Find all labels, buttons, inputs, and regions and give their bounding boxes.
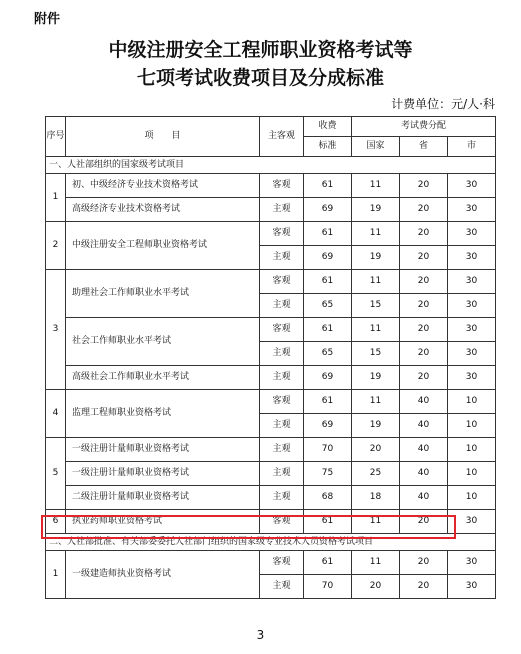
header-row: [46, 117, 496, 137]
table-row: [46, 318, 496, 342]
fee-cell: 69: [304, 198, 352, 222]
item-name-cell: 二级注册计量师职业资格考试: [66, 486, 260, 510]
fee-cell: 61: [304, 270, 352, 294]
seq-header: 序号: [46, 117, 66, 157]
national-header: 国家: [352, 137, 400, 157]
type-cell: 客观: [260, 390, 304, 414]
national-cell: 11: [352, 390, 400, 414]
table-row: [46, 198, 496, 222]
fee-cell: 70: [304, 575, 352, 599]
billing-unit: 计费单位：元/人·科: [391, 97, 495, 111]
city-cell: 30: [448, 270, 496, 294]
section-title: 一、人社部组织的国家级考试项目: [46, 157, 496, 174]
fee-cell: 65: [304, 294, 352, 318]
fee-cell: 68: [304, 486, 352, 510]
national-cell: 20: [352, 575, 400, 599]
table-row: [46, 486, 496, 510]
highlight-box: [41, 515, 456, 539]
seq-cell: 4: [46, 390, 66, 438]
province-cell: 20: [400, 342, 448, 366]
national-cell: 25: [352, 462, 400, 486]
table-row: [46, 174, 496, 198]
province-cell: 20: [400, 198, 448, 222]
national-cell: 11: [352, 551, 400, 575]
table-row: [46, 462, 496, 486]
table-row: [46, 366, 496, 390]
type-cell: 客观: [260, 551, 304, 575]
province-cell: 40: [400, 414, 448, 438]
item-name-cell: 一级注册计量师职业资格考试: [66, 462, 260, 486]
table-row: [46, 270, 496, 294]
national-cell: 15: [352, 294, 400, 318]
province-cell: 20: [400, 174, 448, 198]
document-title-line1: 中级注册安全工程师职业资格考试等: [108, 39, 413, 61]
province-cell: 40: [400, 438, 448, 462]
fee-cell: 69: [304, 366, 352, 390]
item-header: 项 目: [66, 117, 260, 157]
type-cell: 主观: [260, 462, 304, 486]
allocation-header: 考试费分配: [352, 117, 496, 137]
fee-cell: 65: [304, 342, 352, 366]
seq-cell: 1: [46, 551, 66, 599]
national-cell: 19: [352, 198, 400, 222]
national-cell: 19: [352, 366, 400, 390]
province-header: 省: [400, 137, 448, 157]
national-cell: 11: [352, 174, 400, 198]
national-cell: 20: [352, 438, 400, 462]
seq-cell: 2: [46, 222, 66, 270]
type-cell: 主观: [260, 366, 304, 390]
seq-cell: 5: [46, 438, 66, 510]
city-cell: 30: [448, 366, 496, 390]
province-cell: 20: [400, 366, 448, 390]
type-cell: 主观: [260, 246, 304, 270]
item-name-cell: 执业药师职业资格考试: [66, 510, 260, 534]
city-cell: 30: [448, 174, 496, 198]
standard-header: 标准: [304, 137, 352, 157]
province-cell: 20: [400, 510, 448, 534]
section-row: [46, 157, 496, 174]
item-name-cell: 助理社会工作师职业水平考试: [66, 270, 260, 318]
fee-cell: 61: [304, 318, 352, 342]
type-header: 主客观: [260, 117, 304, 157]
city-cell: 10: [448, 390, 496, 414]
city-cell: 10: [448, 414, 496, 438]
city-cell: 30: [448, 198, 496, 222]
fee-cell: 61: [304, 174, 352, 198]
national-cell: 18: [352, 486, 400, 510]
type-cell: 主观: [260, 198, 304, 222]
city-cell: 10: [448, 438, 496, 462]
table-row: [46, 438, 496, 462]
type-cell: 主观: [260, 342, 304, 366]
national-cell: 19: [352, 414, 400, 438]
item-name-cell: 一级建造师执业资格考试: [66, 551, 260, 599]
item-name-cell: 社会工作师职业水平考试: [66, 318, 260, 366]
type-cell: 客观: [260, 222, 304, 246]
type-cell: 主观: [260, 294, 304, 318]
fee-header: 收费: [304, 117, 352, 137]
type-cell: 主观: [260, 486, 304, 510]
item-name-cell: 监理工程师职业资格考试: [66, 390, 260, 438]
fee-cell: 61: [304, 222, 352, 246]
page-number: 3: [256, 628, 265, 642]
province-cell: 20: [400, 222, 448, 246]
fee-cell: 61: [304, 510, 352, 534]
type-cell: 主观: [260, 414, 304, 438]
province-cell: 40: [400, 390, 448, 414]
city-cell: 30: [448, 575, 496, 599]
fee-cell: 70: [304, 438, 352, 462]
city-cell: 10: [448, 486, 496, 510]
city-cell: 30: [448, 510, 496, 534]
fee-cell: 75: [304, 462, 352, 486]
section-title: 二、人社部批准、有关部委委托人社部门组织的国家级专业技术人员资格考试项目: [46, 534, 496, 551]
fee-cell: 69: [304, 414, 352, 438]
province-cell: 40: [400, 486, 448, 510]
seq-cell: 3: [46, 270, 66, 390]
province-cell: 20: [400, 294, 448, 318]
document-title-line2: 七项考试收费项目及分成标准: [136, 67, 384, 89]
city-cell: 10: [448, 462, 496, 486]
province-cell: 40: [400, 462, 448, 486]
type-cell: 客观: [260, 510, 304, 534]
item-name-cell: 高级社会工作师职业水平考试: [66, 366, 260, 390]
city-cell: 30: [448, 342, 496, 366]
city-cell: 30: [448, 318, 496, 342]
city-cell: 30: [448, 222, 496, 246]
province-cell: 20: [400, 246, 448, 270]
item-name-cell: 初、中级经济专业技术资格考试: [66, 174, 260, 198]
national-cell: 11: [352, 222, 400, 246]
fee-cell: 61: [304, 551, 352, 575]
fee-cell: 61: [304, 390, 352, 414]
seq-cell: 6: [46, 510, 66, 534]
item-name-cell: 中级注册安全工程师职业资格考试: [66, 222, 260, 270]
national-cell: 19: [352, 246, 400, 270]
national-cell: 11: [352, 270, 400, 294]
province-cell: 20: [400, 318, 448, 342]
table-row: [46, 390, 496, 414]
fee-cell: 69: [304, 246, 352, 270]
type-cell: 主观: [260, 575, 304, 599]
type-cell: 客观: [260, 270, 304, 294]
attachment-label: 附件: [34, 12, 61, 27]
type-cell: 主观: [260, 438, 304, 462]
city-cell: 30: [448, 551, 496, 575]
province-cell: 20: [400, 575, 448, 599]
item-name-cell: 高级经济专业技术资格考试: [66, 198, 260, 222]
national-cell: 11: [352, 318, 400, 342]
city-header: 市: [448, 137, 496, 157]
table-row: [46, 222, 496, 246]
type-cell: 客观: [260, 174, 304, 198]
national-cell: 11: [352, 510, 400, 534]
item-name-cell: 一级注册计量师职业资格考试: [66, 438, 260, 462]
seq-cell: 1: [46, 174, 66, 222]
table-row: [46, 551, 496, 575]
city-cell: 30: [448, 294, 496, 318]
province-cell: 20: [400, 270, 448, 294]
national-cell: 15: [352, 342, 400, 366]
type-cell: 客观: [260, 318, 304, 342]
province-cell: 20: [400, 551, 448, 575]
city-cell: 30: [448, 246, 496, 270]
